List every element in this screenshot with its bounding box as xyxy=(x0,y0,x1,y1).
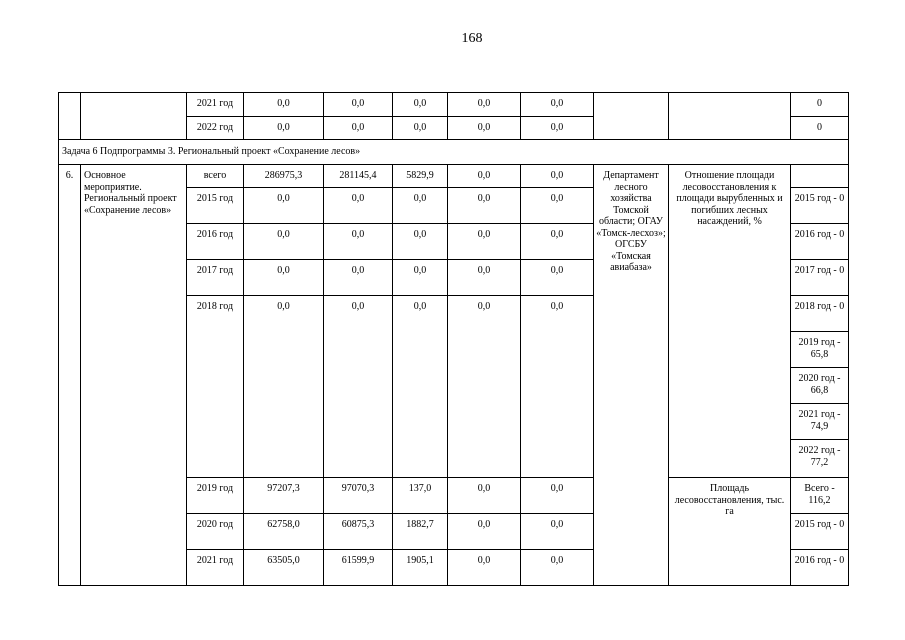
indicator-value: 2015 год - 0 xyxy=(791,514,849,550)
funding-value-3: 5829,9 xyxy=(393,165,448,188)
indicator-name-cell xyxy=(669,93,791,140)
indicator-name-cell: Площадь лесовосстановления, тыс. га xyxy=(669,478,791,586)
number-cell xyxy=(59,93,81,140)
funding-value-2: 97070,3 xyxy=(324,478,393,514)
indicator-value: 2020 год - 66,8 xyxy=(791,368,849,404)
funding-value-5: 0,0 xyxy=(521,93,594,117)
indicator-value: Всего - 116,2 xyxy=(791,478,849,514)
measure-number: 6. xyxy=(59,165,81,586)
task-row xyxy=(59,140,849,165)
indicator-value xyxy=(791,165,849,188)
year-label: 2016 год xyxy=(187,224,244,260)
funding-value-3: 0,0 xyxy=(393,260,448,296)
funding-value-3: 0,0 xyxy=(393,93,448,117)
task-title: Задача 6 Подпрограммы 3. Региональный проект «Сохранение лесов» xyxy=(59,140,849,165)
year-label: 2020 год xyxy=(187,514,244,550)
year-label: 2015 год xyxy=(187,188,244,224)
table-row xyxy=(59,165,849,188)
funding-value-4: 0,0 xyxy=(448,296,521,478)
funding-value-1: 286975,3 xyxy=(244,165,324,188)
funding-value-3: 1882,7 xyxy=(393,514,448,550)
funding-value-2: 0,0 xyxy=(324,93,393,117)
measure-name: Основное мероприятие. Региональный проект «Сохранение лесов» xyxy=(81,165,187,586)
funding-value-1: 62758,0 xyxy=(244,514,324,550)
indicator-value: 0 xyxy=(791,117,849,140)
indicator-name-cell: Отношение площади лесовосстановления к площади вырубленных и погибших лесных насаждений, % xyxy=(669,165,791,478)
indicator-value: 2019 год - 65,8 xyxy=(791,332,849,368)
funding-value-5: 0,0 xyxy=(521,260,594,296)
year-label: 2017 год xyxy=(187,260,244,296)
funding-value-1: 0,0 xyxy=(244,117,324,140)
funding-value-5: 0,0 xyxy=(521,224,594,260)
funding-value-4: 0,0 xyxy=(448,165,521,188)
funding-value-1: 63505,0 xyxy=(244,550,324,586)
funding-value-3: 137,0 xyxy=(393,478,448,514)
table-row xyxy=(59,93,849,117)
funding-value-5: 0,0 xyxy=(521,165,594,188)
indicator-value: 0 xyxy=(791,93,849,117)
funding-value-1: 0,0 xyxy=(244,224,324,260)
funding-value-4: 0,0 xyxy=(448,224,521,260)
indicator-value: 2017 год - 0 xyxy=(791,260,849,296)
funding-value-5: 0,0 xyxy=(521,188,594,224)
funding-value-4: 0,0 xyxy=(448,260,521,296)
year-label: 2021 год xyxy=(187,93,244,117)
indicator-value: 2022 год - 77,2 xyxy=(791,440,849,478)
year-label: 2021 год xyxy=(187,550,244,586)
funding-value-4: 0,0 xyxy=(448,188,521,224)
funding-value-2: 0,0 xyxy=(324,296,393,478)
funding-value-2: 0,0 xyxy=(324,260,393,296)
funding-value-3: 0,0 xyxy=(393,188,448,224)
indicator-value: 2018 год - 0 xyxy=(791,296,849,332)
funding-value-5: 0,0 xyxy=(521,117,594,140)
page-number: 168 xyxy=(461,31,483,46)
funding-value-2: 60875,3 xyxy=(324,514,393,550)
funding-value-5: 0,0 xyxy=(521,514,594,550)
executor-cell: Департамент лесного хозяйства Томской области; ОГАУ «Томск-лесхоз»; ОГСБУ «Томская авиабаза» xyxy=(594,165,669,586)
name-cell xyxy=(81,93,187,140)
indicator-value: 2015 год - 0 xyxy=(791,188,849,224)
year-label: 2018 год xyxy=(187,296,244,478)
funding-value-2: 281145,4 xyxy=(324,165,393,188)
funding-value-4: 0,0 xyxy=(448,514,521,550)
funding-value-5: 0,0 xyxy=(521,478,594,514)
funding-value-4: 0,0 xyxy=(448,550,521,586)
funding-value-3: 1905,1 xyxy=(393,550,448,586)
year-label: всего xyxy=(187,165,244,188)
program-table xyxy=(58,92,849,586)
funding-value-4: 0,0 xyxy=(448,478,521,514)
indicator-value: 2016 год - 0 xyxy=(791,550,849,586)
funding-value-1: 0,0 xyxy=(244,93,324,117)
funding-value-2: 0,0 xyxy=(324,188,393,224)
indicator-value: 2021 год - 74,9 xyxy=(791,404,849,440)
funding-value-4: 0,0 xyxy=(448,93,521,117)
funding-value-2: 0,0 xyxy=(324,117,393,140)
funding-value-2: 0,0 xyxy=(324,224,393,260)
funding-value-1: 97207,3 xyxy=(244,478,324,514)
funding-value-1: 0,0 xyxy=(244,188,324,224)
funding-value-5: 0,0 xyxy=(521,550,594,586)
indicator-value: 2016 год - 0 xyxy=(791,224,849,260)
funding-value-3: 0,0 xyxy=(393,224,448,260)
year-label: 2019 год xyxy=(187,478,244,514)
funding-value-1: 0,0 xyxy=(244,260,324,296)
funding-value-1: 0,0 xyxy=(244,296,324,478)
year-label: 2022 год xyxy=(187,117,244,140)
funding-value-2: 61599,9 xyxy=(324,550,393,586)
funding-value-4: 0,0 xyxy=(448,117,521,140)
funding-value-3: 0,0 xyxy=(393,117,448,140)
funding-value-3: 0,0 xyxy=(393,296,448,478)
executor-cell xyxy=(594,93,669,140)
funding-value-5: 0,0 xyxy=(521,296,594,478)
